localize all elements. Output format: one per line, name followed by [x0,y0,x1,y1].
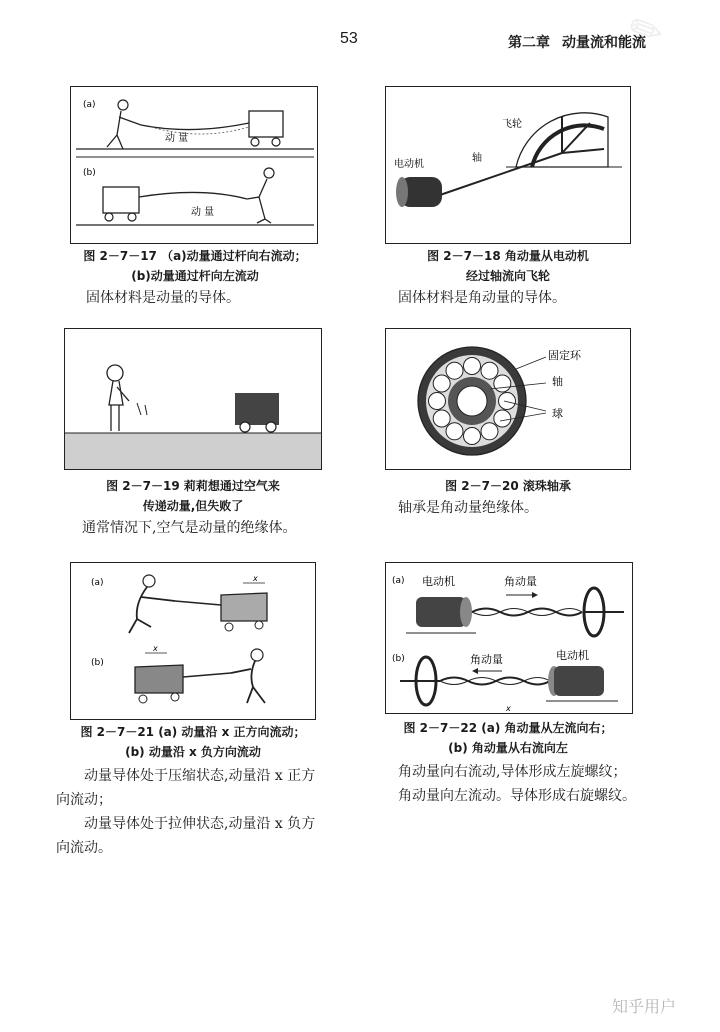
text-right-flow-left-thread: 角动量向右流动,导体形成左旋螺纹； [398,764,627,780]
text-tension-line2: 向流动。 [56,840,112,856]
text-compression-line2: 向流动； [56,792,112,808]
caption-2-7-21-line2: (b) 动量沿 x 负方向流动 [125,745,261,759]
caption-2-7-22-line1: 图 2－7－22 (a) 角动量从左流向右； [403,721,613,735]
fig18-motor-label: 电动机 [394,159,424,170]
watermark: 知乎用户 [612,997,677,1016]
text-solid-momentum-conductor: 固体材料是动量的导体。 [86,290,240,306]
text-tension-line1: 动量导体处于拉伸状态,动量沿 x 负方 [84,816,316,832]
bearing-ball [433,375,450,392]
fig21-x-a: x [253,574,258,583]
fig21-label-a: (a) [91,578,104,588]
text-solid-angular-conductor: 固体材料是角动量的导体。 [398,290,566,306]
corner-watermark-mark: ✎ [621,3,672,59]
fig22-x-axis: x [506,704,511,713]
page-number: 53 [340,30,358,47]
bearing-ball [429,393,446,410]
fig22-motor-b: 电动机 [556,649,589,662]
bearing-ball [446,362,463,379]
bearing-ball [464,428,481,445]
bearing-ball [499,393,516,410]
fig20-ring-label: 固定环 [548,349,581,362]
figure-2-7-19 [64,328,322,470]
fig22-angular-b: 角动量 [470,653,503,666]
chapter-number: 第二章 [508,35,550,51]
chapter-header [508,32,646,52]
fig21-label-b: (b) [91,658,104,668]
bearing-ball [481,423,498,440]
fig22-label-a: (a) [392,576,405,586]
caption-2-7-22-line2: (b) 角动量从右流向左 [448,741,568,755]
bearing-ball [494,410,511,427]
caption-2-7-17-line1: 图 2－7－17 （a)动量通过杆向右流动； [83,249,307,263]
figure-2-7-21-drawing [71,563,316,720]
fig22-angular-a: 角动量 [504,575,537,588]
text-air-momentum-insulator: 通常情况下,空气是动量的绝缘体。 [82,520,297,536]
figure-2-7-22 [385,562,633,714]
text-left-flow-right-thread: 角动量向左流动。导体形成右旋螺纹。 [398,788,636,804]
figure-2-7-21 [70,562,316,720]
bearing-ball [481,362,498,379]
caption-2-7-17-line2: (b)动量通过杆向左流动 [131,269,259,283]
figure-2-7-18-drawing [386,87,631,244]
chapter-title: 动量流和能流 [562,35,646,51]
caption-2-7-18-line2: 经过轴流向飞轮 [465,269,550,283]
figure-2-7-19-drawing [65,329,322,470]
fig20-axle-label: 轴 [552,375,563,388]
fig18-shaft-label: 轴 [472,153,482,164]
figure-2-7-20-drawing [386,329,631,470]
fig22-label-b: (b) [392,654,405,664]
fig17-label-a: (a) [83,100,96,110]
bearing-ball [433,410,450,427]
caption-2-7-20: 图 2－7－20 滚珠轴承 [445,479,571,493]
fig20-ball-label: 球 [552,407,563,420]
bearing-ball [446,423,463,440]
caption-2-7-19-line1: 图 2－7－19 莉莉想通过空气来 [106,479,280,493]
caption-2-7-19-line2: 传递动量,但失败了 [142,499,244,513]
bearing-ball [464,358,481,375]
figure-2-7-17-drawing [71,87,318,244]
figure-2-7-22-drawing [386,563,633,714]
figure-2-7-20 [385,328,631,470]
fig17-momentum-a: 动 量 [165,133,189,144]
figure-2-7-17 [70,86,318,244]
caption-2-7-21-line1: 图 2－7－21 (a) 动量沿 x 正方向流动； [80,725,306,739]
text-compression-line1: 动量导体处于压缩状态,动量沿 x 正方 [84,768,316,784]
fig18-flywheel-label: 飞轮 [502,119,522,130]
text-bearing-angular-insulator: 轴承是角动量绝缘体。 [398,500,538,516]
caption-2-7-18-line1: 图 2－7－18 角动量从电动机 [427,249,589,263]
fig21-x-b: x [153,644,158,653]
fig17-label-b: (b) [83,168,96,178]
bearing-ball [494,375,511,392]
fig22-motor-a: 电动机 [422,575,455,588]
fig17-momentum-b: 动 量 [191,207,215,218]
figure-2-7-18 [385,86,631,244]
